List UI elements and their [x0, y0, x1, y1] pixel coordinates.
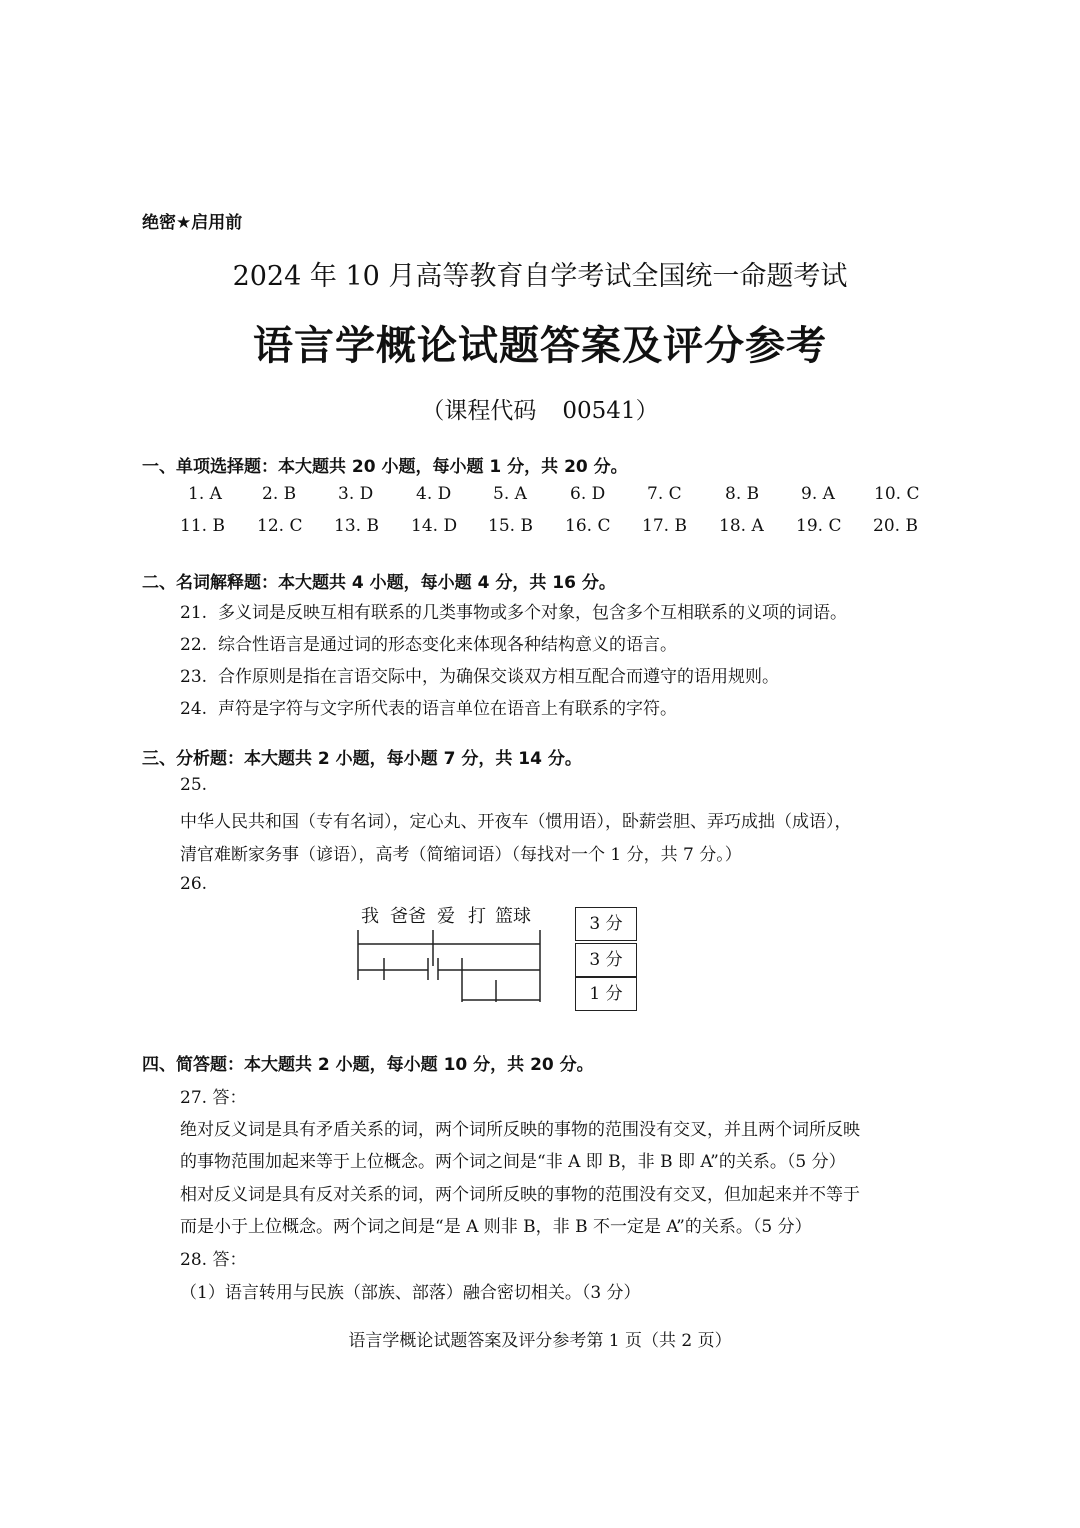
answer-line: 的事物范围加起来等于上位概念。两个词之间是“非 A 即 B，非 B 即 A”的关系。（5 分） [180, 1152, 846, 1172]
section-heading-4: 四、简答题：本大题共 2 小题，每小题 10 分，共 20 分。 [142, 1055, 594, 1075]
answer-line: 而是小于上位概念。两个词之间是“是 A 则非 B，非 B 不一定是 A”的关系。（5 分） [180, 1217, 812, 1237]
diagram-word: 打 [468, 906, 486, 927]
answer-item: 10. C [874, 484, 920, 504]
answer-item: 1. A [188, 484, 222, 504]
definition-item [180, 598, 847, 623]
answer-item: 9. A [801, 484, 835, 504]
answer-item: 7. C [647, 484, 682, 504]
question-number-27: 27. 答： [180, 1088, 247, 1108]
answer-item: 14. D [411, 516, 458, 536]
definition-item [180, 694, 677, 719]
page-title: 语言学概论试题答案及评分参考 [253, 322, 827, 369]
definition-item [180, 630, 677, 655]
section-heading-1: 一、单项选择题：本大题共 20 小题，每小题 1 分，共 20 分。 [142, 457, 628, 477]
confidential-label: 绝密★启用前 [142, 213, 243, 233]
section-heading-2: 二、名词解释题：本大题共 4 小题，每小题 4 分，共 16 分。 [142, 573, 616, 593]
answer-line: 相对反义词是具有反对关系的词，两个词所反映的事物的范围没有交叉，但加起来并不等于 [180, 1185, 860, 1205]
answer-item: 8. B [725, 484, 760, 504]
answer-item: 19. C [796, 516, 842, 536]
answer-line: 中华人民共和国（专有名词），定心丸、开夜车（惯用语），卧薪尝胆、弄巧成拙（成语）， [180, 812, 852, 832]
item-text: 多义词是反映互相有联系的几类事物或多个对象，包含多个互相联系的义项的词语。 [218, 603, 847, 623]
diagram-word: 爸爸 [390, 906, 426, 927]
page-footer: 语言学概论试题答案及评分参考第 1 页（共 2 页） [348, 1331, 732, 1351]
section-heading-3: 三、分析题：本大题共 2 小题，每小题 7 分，共 14 分。 [142, 749, 582, 769]
question-number-28: 28. 答： [180, 1250, 247, 1270]
answer-row-2 [180, 516, 940, 540]
answer-item: 20. B [873, 516, 918, 536]
item-number: 22. [180, 635, 208, 655]
diagram-word: 爱 [437, 906, 455, 927]
answer-line: 清官难断家务事（谚语），高考（简缩词语）（每找对一个 1 分，共 7 分。） [180, 845, 742, 865]
diagram-word: 我 [361, 906, 379, 927]
question-number-26: 26. [180, 874, 208, 894]
answer-item: 2. B [262, 484, 297, 504]
answer-item: 5. A [493, 484, 527, 504]
answer-item: 4. D [416, 484, 452, 504]
item-text: 综合性语言是通过词的形态变化来体现各种结构意义的语言。 [218, 635, 677, 655]
answer-row-1 [180, 484, 940, 508]
item-number: 23. [180, 667, 208, 687]
answer-item: 12. C [257, 516, 303, 536]
answer-item: 6. D [570, 484, 606, 504]
diagram-word: 篮球 [495, 906, 531, 927]
question-number-25: 25. [180, 775, 208, 795]
answer-line: 绝对反义词是具有矛盾关系的词，两个词所反映的事物的范围没有交叉，并且两个词所反映 [180, 1120, 860, 1140]
score-box: 1 分 [575, 977, 637, 1011]
definition-item [180, 662, 779, 687]
exam-title: 2024 年 10 月高等教育自学考试全国统一命题考试 [232, 261, 848, 292]
item-text: 合作原则是指在言语交际中，为确保交谈双方相互配合而遵守的语用规则。 [218, 667, 779, 687]
score-box: 3 分 [575, 943, 637, 977]
course-code-value: 00541） [562, 398, 659, 424]
score-box: 3 分 [575, 907, 637, 941]
structure-diagram [350, 900, 550, 1010]
course-code [0, 392, 1080, 425]
answer-item: 3. D [338, 484, 374, 504]
answer-line: （1）语言转用与民族（部族、部落）融合密切相关。（3 分） [180, 1283, 641, 1303]
answer-item: 15. B [488, 516, 533, 536]
answer-item: 16. C [565, 516, 611, 536]
answer-item: 11. B [180, 516, 225, 536]
answer-item: 13. B [334, 516, 379, 536]
item-text: 声符是字符与文字所代表的语言单位在语音上有联系的字符。 [218, 699, 677, 719]
answer-item: 18. A [719, 516, 764, 536]
item-number: 24. [180, 699, 208, 719]
answer-item: 17. B [642, 516, 687, 536]
course-code-label: （课程代码 [421, 398, 537, 424]
item-number: 21. [180, 603, 208, 623]
